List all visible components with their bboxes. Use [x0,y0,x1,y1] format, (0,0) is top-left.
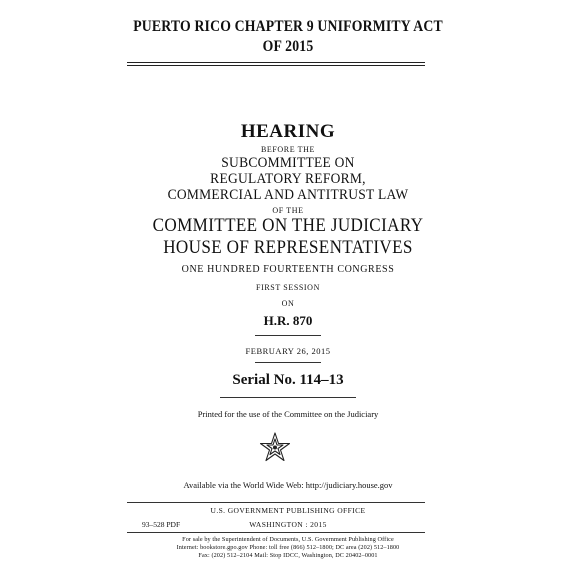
date-rule [255,362,321,363]
of-the-label: OF THE [272,206,304,215]
hearing-date: FEBRUARY 26, 2015 [245,346,331,356]
hearing-heading: HEARING [240,121,336,142]
congress-label: ONE HUNDRED FOURTEENTH CONGRESS [181,264,395,275]
publication-location: WASHINGTON : 2015 [249,520,327,529]
serial-number: Serial No. 114–13 [232,372,344,388]
footer-rule-top [127,502,425,503]
subcommittee-line-3: COMMERCIAL AND ANTITRUST LAW [167,187,409,203]
committee-line-2: HOUSE OF REPRESENTATIVES [163,237,413,258]
session-label: FIRST SESSION [256,283,320,292]
document-title-line-2: OF 2015 [262,38,314,55]
on-label: ON [281,299,295,308]
title-rule-bottom [127,65,425,66]
bill-number: H.R. 870 [263,313,313,328]
committee-line-1: COMMITTEE ON THE JUDICIARY [152,215,424,236]
availability-statement: Available via the World Wide Web: http://judiciary.house.gov [183,480,393,490]
gpo-emblem-icon [258,431,292,465]
subcommittee-line-1: SUBCOMMITTEE ON [221,155,355,171]
sale-line-1: For sale by the Superintendent of Documents, U.S. Government Publishing Office [182,536,394,543]
subcommittee-line-2: REGULATORY REFORM, [210,171,366,187]
before-the-label: BEFORE THE [260,145,316,154]
printed-for-statement: Printed for the use of the Committee on the Judiciary [197,409,379,419]
serial-rule [220,397,356,398]
sale-line-2: Internet: bookstore.gpo.gov Phone: toll free (866) 512–1800; DC area (202) 512–1800 [176,544,400,551]
document-title-line-1: PUERTO RICO CHAPTER 9 UNIFORMITY ACT [133,18,443,35]
sale-line-3: Fax: (202) 512–2104 Mail: Stop IDCC, Washington, DC 20402–0001 [198,552,378,559]
footer-rule-bottom [127,532,425,533]
bill-rule [255,335,321,336]
publishing-office: U.S. GOVERNMENT PUBLISHING OFFICE [210,506,366,515]
document-number: 93–528 PDF [142,520,181,529]
title-rule-top [127,62,425,63]
